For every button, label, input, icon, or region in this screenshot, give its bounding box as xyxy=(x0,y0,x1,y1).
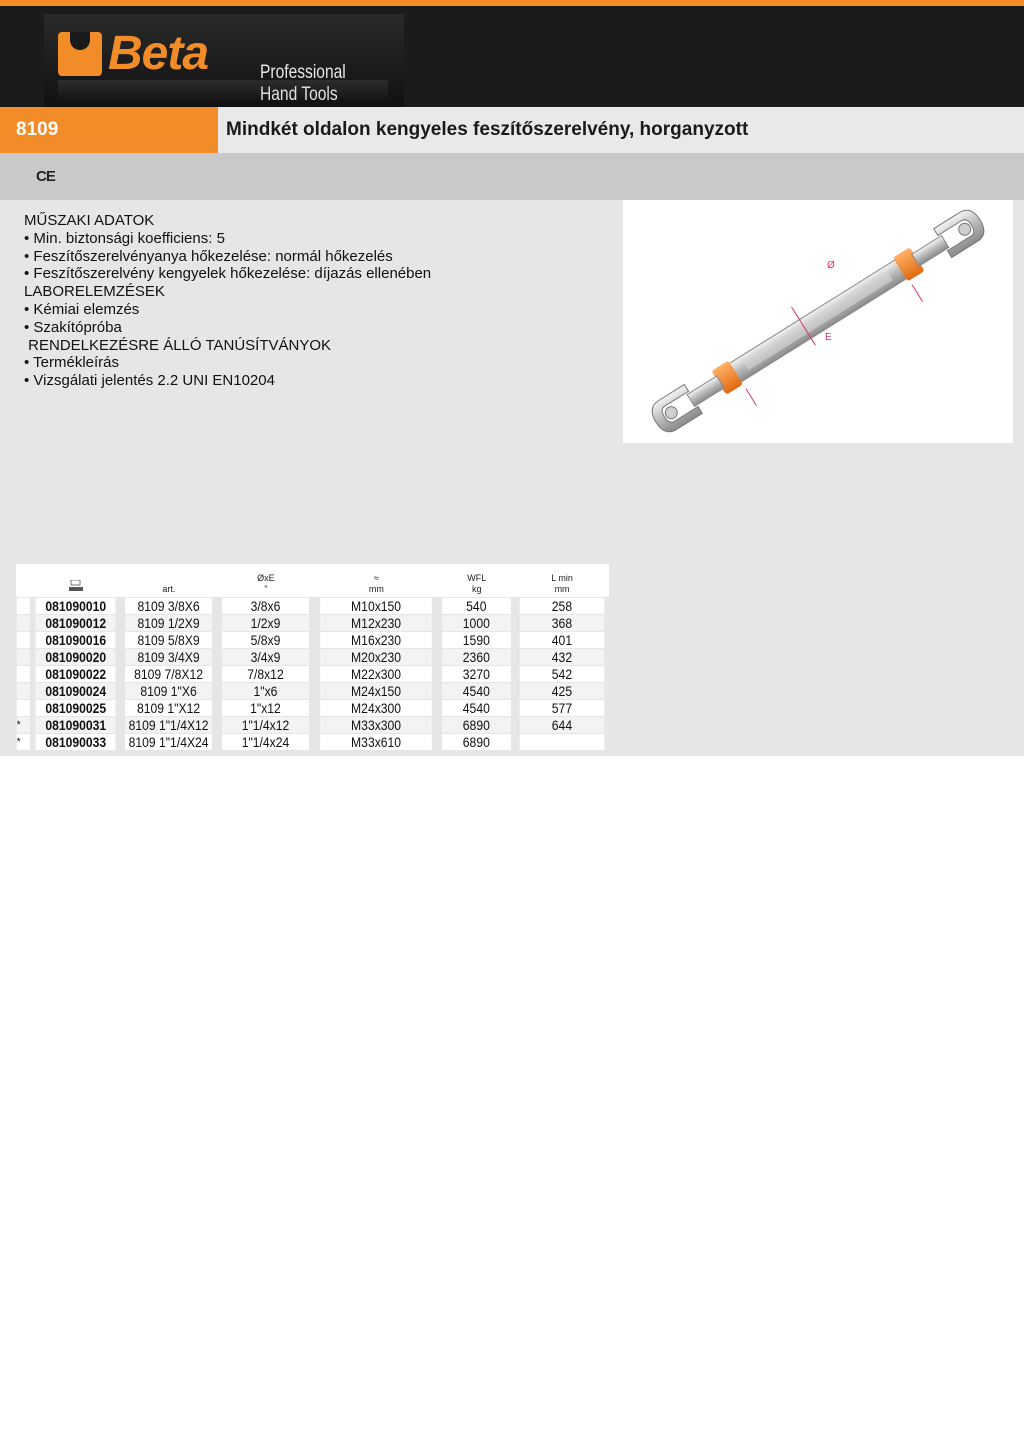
table-row xyxy=(16,734,609,751)
star-header xyxy=(16,564,31,598)
art-cell: 8109 3/4X9 xyxy=(125,649,212,666)
star-cell xyxy=(17,700,30,717)
spec-line: • Feszítőszerelvény kengyelek hőkezelése: díjazás ellenében xyxy=(24,265,432,283)
spec-line: • Termékleírás xyxy=(24,354,120,372)
star-cell xyxy=(17,598,30,615)
spec-line: • Szakítópróba xyxy=(24,318,122,336)
lmin-cell: 577 xyxy=(520,700,604,717)
art-cell: 8109 1"X6 xyxy=(125,683,212,700)
table-row xyxy=(16,649,609,666)
brand-logo xyxy=(44,14,404,107)
star-cell: * xyxy=(17,717,30,734)
code-cell: 081090016 xyxy=(35,632,116,649)
size-cell: 1"1/4x12 xyxy=(222,717,309,734)
thread-header: ≈ mm xyxy=(314,564,438,598)
lmin-cell: 644 xyxy=(520,717,604,734)
thread-cell: M10x150 xyxy=(321,598,433,615)
art-cell: 8109 5/8X9 xyxy=(125,632,212,649)
code-cell: 081090024 xyxy=(35,683,116,700)
spec-line: • Feszítőszerelvényanya hőkezelése: normál hőkezelés xyxy=(24,247,393,265)
product-code: 8109 xyxy=(16,119,59,140)
thread-cell: M12x230 xyxy=(321,615,433,632)
art-cell: 8109 3/8X6 xyxy=(125,598,212,615)
lmin-cell xyxy=(520,734,604,751)
size-cell: 3/8x6 xyxy=(222,598,309,615)
table-header-row xyxy=(16,564,609,598)
wfl-cell: 1590 xyxy=(442,632,511,649)
table-row xyxy=(16,717,609,734)
wfl-cell: 4540 xyxy=(442,683,511,700)
size-cell: 1"x6 xyxy=(222,683,309,700)
table-row xyxy=(16,632,609,649)
table-body xyxy=(16,598,609,751)
code-cell: 081090025 xyxy=(35,700,116,717)
art-cell: 8109 1"1/4X12 xyxy=(125,717,212,734)
code-cell: 081090010 xyxy=(35,598,116,615)
wfl-cell: 2360 xyxy=(442,649,511,666)
header xyxy=(0,6,1024,107)
wfl-cell: 4540 xyxy=(442,700,511,717)
content-area xyxy=(0,200,1024,756)
table-row xyxy=(16,666,609,683)
length-label: E xyxy=(825,332,832,343)
table-row xyxy=(16,683,609,700)
thread-cell: M16x230 xyxy=(321,632,433,649)
table-row xyxy=(16,615,609,632)
art-cell: 8109 1"X12 xyxy=(125,700,212,717)
star-cell xyxy=(17,683,30,700)
code-cell: 081090022 xyxy=(35,666,116,683)
page-title: Mindkét oldalon kengyeles feszítőszerelvény, horganyzott xyxy=(226,119,749,140)
product-code-box xyxy=(0,107,218,153)
art-cell: 8109 1"1/4X24 xyxy=(125,734,212,751)
wfl-cell: 1000 xyxy=(442,615,511,632)
size-cell: 5/8x9 xyxy=(222,632,309,649)
size-cell: 7/8x12 xyxy=(222,666,309,683)
code-cell: 081090033 xyxy=(35,734,116,751)
thread-cell: M24x150 xyxy=(321,683,433,700)
table-row xyxy=(16,700,609,717)
lmin-cell: 258 xyxy=(520,598,604,615)
certification-bar xyxy=(0,153,1024,200)
wfl-cell: 3270 xyxy=(442,666,511,683)
size-cell: 3/4x9 xyxy=(222,649,309,666)
spec-line: LABORELEMZÉSEK xyxy=(24,283,165,301)
size-header: ØxE " xyxy=(217,564,314,598)
thread-cell: M22x300 xyxy=(321,666,433,683)
title-bar xyxy=(0,107,1024,153)
wrench-logo-icon xyxy=(58,32,102,76)
thread-cell: M33x610 xyxy=(321,734,433,751)
spec-line: RENDELKEZÉSRE ÁLLÓ TANÚSÍTVÁNYOK xyxy=(24,336,332,354)
lmin-header: L min mm xyxy=(515,564,609,598)
thread-cell: M24x300 xyxy=(321,700,433,717)
wfl-cell: 6890 xyxy=(442,734,511,751)
code-cell: 081090012 xyxy=(35,615,116,632)
spec-line: • Kémiai elemzés xyxy=(24,300,140,318)
star-cell xyxy=(17,649,30,666)
product-image xyxy=(623,200,1013,443)
star-cell xyxy=(17,666,30,683)
spec-line: • Vizsgálati jelentés 2.2 UNI EN10204 xyxy=(24,372,275,390)
brand-tagline: Professional Hand Tools xyxy=(260,62,346,105)
thread-cell: M20x230 xyxy=(321,649,433,666)
lmin-cell: 401 xyxy=(520,632,604,649)
product-table xyxy=(16,564,609,750)
code-cell: 081090020 xyxy=(35,649,116,666)
lmin-cell: 368 xyxy=(520,615,604,632)
spec-line: • Min. biztonsági koefficiens: 5 xyxy=(24,229,225,247)
thread-cell: M33x300 xyxy=(321,717,433,734)
code-cell: 081090031 xyxy=(35,717,116,734)
size-cell: 1/2x9 xyxy=(222,615,309,632)
technical-specs xyxy=(24,212,604,390)
spec-line: MŰSZAKI ADATOK xyxy=(24,212,155,229)
lmin-cell: 432 xyxy=(520,649,604,666)
brand-name: Beta xyxy=(108,27,209,80)
size-cell: 1"1/4x24 xyxy=(222,734,309,751)
art-header: art. xyxy=(120,564,217,598)
logo-reflection xyxy=(58,80,388,102)
lmin-cell: 542 xyxy=(520,666,604,683)
table-row xyxy=(16,598,609,615)
star-cell xyxy=(17,615,30,632)
star-cell xyxy=(17,632,30,649)
turnbuckle-illustration xyxy=(623,200,1013,443)
ce-mark-icon: CE xyxy=(36,168,55,185)
art-cell: 8109 1/2X9 xyxy=(125,615,212,632)
code-header xyxy=(31,564,120,598)
wfl-cell: 6890 xyxy=(442,717,511,734)
wfl-cell: 540 xyxy=(442,598,511,615)
wfl-header: WFL kg xyxy=(438,564,515,598)
barcode-icon xyxy=(69,580,83,592)
art-cell: 8109 7/8X12 xyxy=(125,666,212,683)
size-cell: 1"x12 xyxy=(222,700,309,717)
diameter-label: Ø xyxy=(827,260,835,271)
star-cell: * xyxy=(17,734,30,751)
lmin-cell: 425 xyxy=(520,683,604,700)
